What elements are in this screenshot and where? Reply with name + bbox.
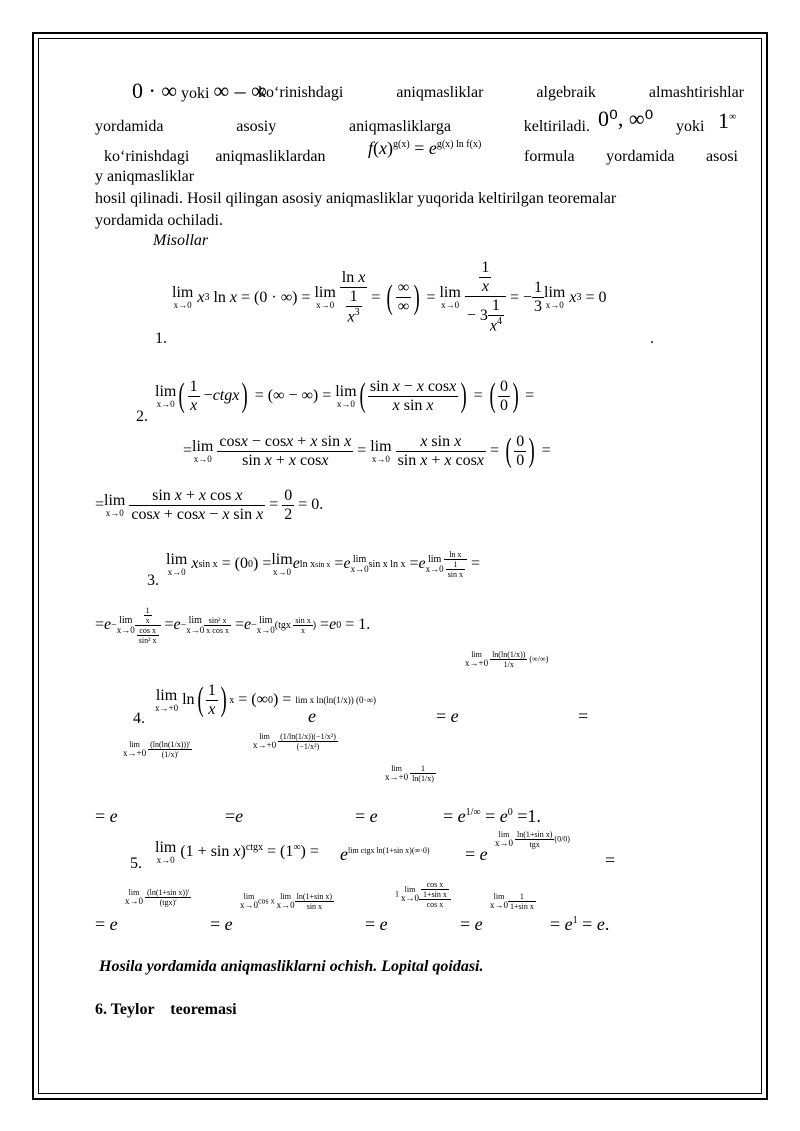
math-forms: 0⁰, ∞⁰ [598,106,654,131]
intro-line-6: yordamida ochiladi. [95,212,223,229]
example-5-line-1: lim x→0 $(1 + \sin x)^{ctgx} = (1^\infty)$ = $e^{lim ctgx ln(1+sin x)(\infty\cdot 0)}$ = e lim x→0 $\frac{\text{ln(1+sin x)}}{\text{tgx}}$ (0/0) = [155,830,616,870]
intro-line-1-words [258,84,744,102]
example-number-5: 5. [130,855,142,872]
intro-line-2 [95,118,590,136]
example-3-line-1: lim x→0 x sin x = (0 0 ) = lim x→0 e ln xsin x = e lim x→0 sin x ln x = e lim x→0 $\frac{\text{ln x}}{\frac{1}{\text{sin x}}}$ = [166,549,481,579]
example-4-line-2: = e lim x→+0 $\frac{(\ln(\ln(1/x)))'}{(1/x)'}$ =e lim x→+0 $\frac{\text{(1/ln(1/x))(−1/x²)}}{\text{(−1/x²)}}$ = e lim x→+0 $\frac{1}{\ln(1/x)}$ = $e^{1/\infty} = e^0 =1$. [95,732,541,826]
math-zero-times-inf: 0 · ∞ [132,78,178,103]
word: ko‘rinishdagi [258,84,344,101]
word: formula [524,148,575,165]
example-4-e1: e [308,706,316,726]
example-2-line-2: = lim x→0 $\frac{\text{cosx − cosx + x sin x}}{\text{sin x + x cosx}}$ = lim x→0 $\frac{\text{x sin x}}{\text{sin x + x cosx}}$ = ( $\frac{0}{0}$ ) = [183,432,551,469]
intro-line-4: y aniqmasliklar [95,168,195,185]
word-yoki-2: yoki [676,118,705,135]
misollar-heading: Misollar [153,232,209,249]
example-4-line-1: lim x→+0 ln ( $\frac{1}{x}$ ) x = (∞ 0 ) = lim x ln(ln(1/x)) (0·∞) [155,681,376,718]
math-inf-minus-inf: ∞ – ∞ [213,78,267,103]
word: keltiriladi. [523,118,590,135]
example-1-end-dot: . [650,330,654,347]
lopital-heading: Hosila yordamida aniqmasliklarni ochish. Lopital qoidasi. [99,958,484,975]
example-2-line-1: lim x→0 ( $\frac{1}{x}$ − ctgx ) = (∞ − ∞) = lim x→0 ( $\frac{\text{sin x − x cosx}}{\text{x sin x}}$ ) = ( $\frac{0}{0}$ ) = [155,377,535,414]
example-number-2: 2. [136,408,148,425]
word: yordamida [606,148,675,165]
example-5-line-2: = e lim x→0 $\frac{\text{(ln(1+sin x))′}}{\text{(tgx)′}}$ = e lim x→0 cos x lim x→0 $\frac{\text{ln(1+sin x)}}{\text{sin x}}$ = e 1 lim x→0 $\frac{\frac{\text{cos x}}{\text{1+sin x}}}{\text{cos x}}$ = e lim x→0 $\frac{1}{\text{1+sin x}}$ = $e^1 = e$. [95,880,610,934]
example-number-3: 3. [147,572,159,589]
word: asosiy [236,118,277,135]
intro-line-3-tail [524,148,738,166]
word: almashtirishlar [648,84,744,101]
example-4-eq: = [578,706,589,726]
word: aniqmasliklarga [349,118,451,135]
section-heading-teylor: 6. Teylor teoremasi [95,1001,237,1018]
example-4-e2: = e [436,706,459,726]
word: ko‘rinishdagi [104,148,190,165]
word: aniqmasliklar [396,84,484,101]
math-one-inf: 1∞ [718,108,737,133]
word: yordamida [95,118,164,135]
word: aniqmasliklardan [215,148,326,165]
example-3-line-2: = e − lim x→0 $\frac{\frac{1}{x}}{\frac{\text{cos x}}{\text{sin² x}}}$ = e − lim x→0 $\frac{\text{sin² x}}{\text{x cos x}}$ = e − lim x→0 (tgx $\frac{\text{sin x}}{x}$ ) = e 0 = 1. [95,605,371,645]
example-4-exp: lim x→+0 $\frac{\ln(\ln(1/x))}{1/x}$ (∞/∞) [465,650,549,669]
word: asosi [705,148,738,165]
example-number-4: 4. [133,710,145,727]
example-2-line-3: = lim x→0 $\frac{\text{sin x + x cos x}}{\text{cosx + cosx − x sin x}}$ = $\frac{0}{2}$ = 0. [95,486,324,523]
math-exp-formula: $f(x)^{g(x)} = e^{g(x) ln f(x)}$ [368,138,482,158]
word: algebraik [536,84,596,101]
example-number-1: 1. [155,330,167,347]
example-1-formula: lim x→0 x 3 ln x = (0 · ∞) = lim x→0 $\frac{\text{ln x}}{\frac{1}{x^3}}$ = ( $\frac{\infty}{\infty}$ ) = lim x→0 $\frac{1}{x}$ − 3 $\frac{1}{x^4}$ = − $\frac{1}{3}$ lim x→0 x 3 = 0 [172,259,607,335]
intro-line-5: hosil qilinadi. Hosil qilingan asosiy aniqmasliklar yuqorida keltirilgan teoremalar [95,190,617,207]
word-yoki: yoki [181,85,210,102]
